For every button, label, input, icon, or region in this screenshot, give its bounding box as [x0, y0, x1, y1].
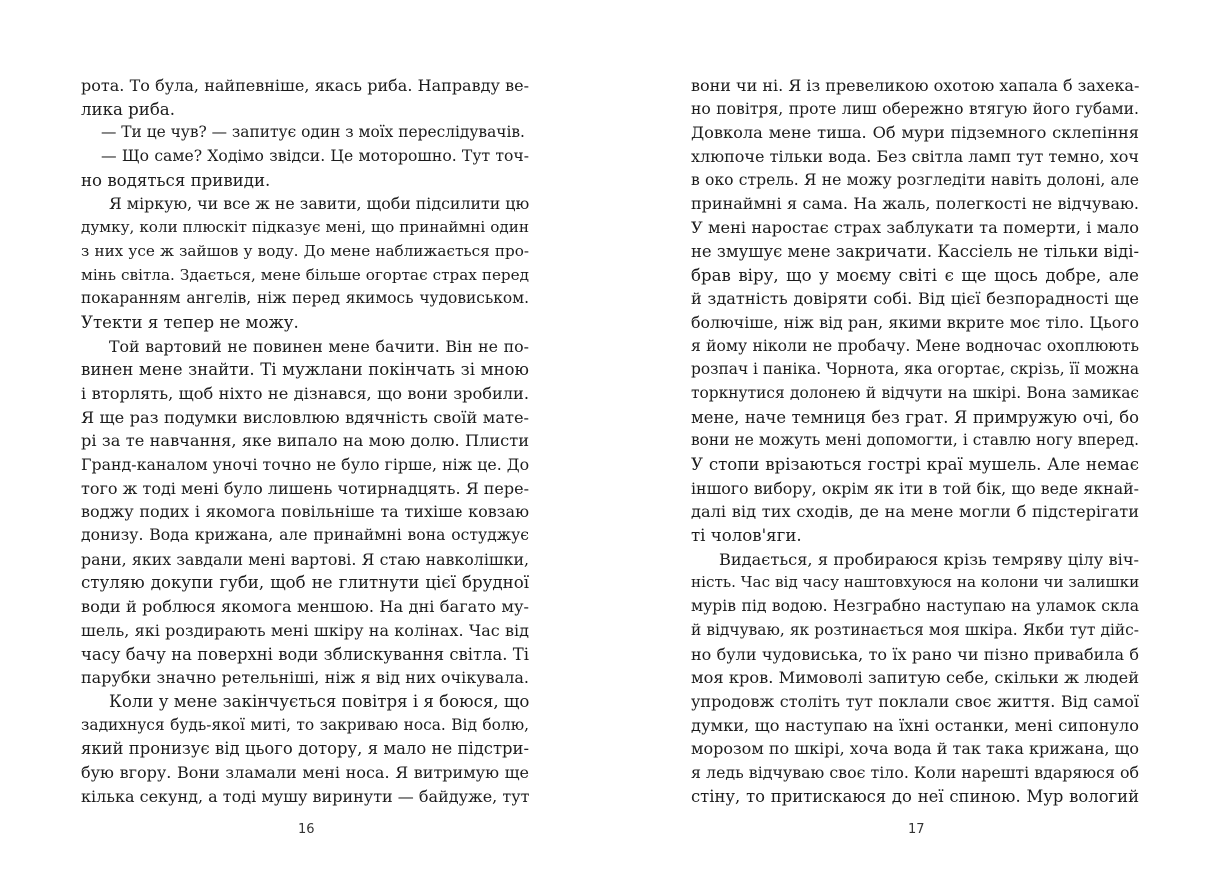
paragraph-first-line: Видається, я пробираюся крізь темряву цілу віч-	[719, 549, 1139, 569]
right-page	[691, 74, 1139, 808]
text-line: упродовж століть тут поклали своє життя. Від самої	[691, 691, 1139, 711]
text-line: бую вгору. Вони зламали мені носа. Я витримую ще	[81, 762, 529, 782]
page-number-left: 16	[298, 822, 315, 837]
text-line: морозом по шкірі, хоча вода й так така крижана, що	[691, 739, 1140, 759]
text-line: лика риба.	[81, 99, 175, 119]
text-line: но були чудовиська, то їх рано чи пізно привабила б	[691, 644, 1139, 664]
text-line: ність. Час від часу наштовхуюся на колони чи залишки	[691, 573, 1140, 592]
text-line: Гранд-каналом уночі точно не було гірше, ніж це. До	[81, 455, 530, 474]
text-line: ті чолов'яги.	[691, 526, 802, 546]
text-line: брав віру, що у моєму світі є ще щось добре, але	[691, 265, 1139, 285]
text-line: рота. То була, найпевніше, якась риба. Направду ве-	[81, 76, 529, 95]
text-line: який пронизує від цього дотору, я мало не підстри-	[81, 739, 529, 759]
text-line: Довкола мене тиша. Об мури підземного склепіння	[691, 123, 1139, 143]
text-line: думки, що наступаю на їхні останки, мені сипонуло	[691, 715, 1139, 735]
text-line: я йому ніколи не пробачу. Мене водночас охоплюють	[691, 336, 1139, 355]
text-line: рани, яких завдали мені вартові. Я стаю навколішки,	[81, 549, 529, 569]
paragraph-first-line: Коли у мене закінчується повітря і я боюся, що	[109, 691, 530, 711]
text-line: того ж тоді мені було лишень чотирнадцять. Я пере-	[81, 478, 529, 498]
text-line: стуляю докупи губи, щоб не глитнути цієї брудної	[81, 573, 529, 593]
text-line: думку, коли плюскіт підказує мені, що принаймні один	[81, 218, 529, 237]
text-line: і вторлять, щоб ніхто не дізнався, що вони зробили.	[81, 383, 529, 403]
text-line: моя кров. Мимоволі запитую себе, скільки ж людей	[691, 668, 1139, 688]
text-line: винен мене знайти. Ті мужлани покінчать зі мною	[81, 360, 529, 380]
text-line: Утекти я тепер не можу.	[81, 312, 299, 332]
text-line: вони чи ні. Я із превеликою охотою хапала б захека-	[691, 76, 1140, 95]
text-line: стіну, то притискаюся до неї спиною. Мур вологий	[691, 786, 1139, 806]
text-line: часу бачу на поверхні води зблискування світла. Ті	[81, 644, 529, 664]
left-page	[81, 74, 529, 808]
text-line: Я ще раз подумки висловлюю вдячність своїй мате-	[81, 407, 529, 427]
text-line: мене, наче темниця без грат. Я примружую очі, бо	[691, 407, 1139, 427]
text-line: покаранням ангелів, ніж перед якимось чудовиськом.	[81, 289, 529, 308]
dialogue-line: — Ти це чув? — запитує один з моїх переслідувачів.	[101, 123, 525, 142]
text-line: хлюпоче тільки вода. Без світла ламп тут темно, хоч	[691, 147, 1139, 167]
paragraph-first-line: Той вартовий не повинен мене бачити. Він не по-	[109, 336, 529, 356]
text-line: У стопи врізаються гострі краї мушель. Але немає	[691, 455, 1139, 474]
text-line: й відчуваю, як розтинається моя шкіра. Якби тут дійс-	[691, 620, 1139, 639]
text-line: воджу подих і якомога повільніше та тихіше ковзаю	[81, 502, 529, 522]
text-line: донизу. Вода крижана, але принаймні вона остуджує	[81, 526, 529, 545]
text-line: розпач і паніка. Чорнота, яка огортає, скрізь, її можна	[691, 360, 1140, 379]
text-line: парубки значно ретельніші, ніж я від них очікувала.	[81, 668, 529, 688]
paragraph-first-line: Я міркую, чи все ж не завити, щоби підсилити цю	[109, 194, 530, 214]
text-line: принаймні я сама. На жаль, полегкості не відчуваю.	[691, 194, 1139, 214]
text-line: болючіше, ніж від ран, якими вкрите моє тіло. Цього	[691, 312, 1139, 332]
text-line: кілька секунд, а тоді мушу виринути — байдуже, тут	[81, 786, 530, 806]
text-line: У мені наростає страх заблукати та померти, і мало	[691, 218, 1139, 238]
text-line: води й роблюся якомога меншою. На дні багато му-	[81, 597, 529, 617]
text-line: не змушує мене закричати. Кассіель не тільки віді-	[691, 241, 1139, 261]
text-line: мінь світла. Здається, мене більше огортає страх перед	[81, 265, 529, 284]
text-line: но водяться привиди.	[81, 170, 271, 190]
text-line: мурів під водою. Незграбно наступаю на уламок скла	[691, 597, 1139, 616]
text-line: в око стрель. Я не можу розгледіти навіть долоні, але	[691, 170, 1139, 189]
text-line: задихнуся будь-якої миті, то закриваю носа. Від болю,	[81, 715, 529, 734]
text-line: я ледь відчуваю своє тіло. Коли нарешті вдаряюся об	[691, 762, 1139, 782]
text-line: торкнутися долонею й відчути на шкірі. Вона замикає	[691, 383, 1139, 402]
page-number-right: 17	[908, 822, 925, 837]
text-line: вони не можуть мені допомогти, і ставлю ногу вперед.	[691, 431, 1139, 450]
dialogue-line: — Що саме? Ходімо звідси. Це моторошно. Тут точ-	[101, 147, 529, 166]
text-line: шель, які роздирають мені шкіру на колінах. Час від	[81, 620, 529, 640]
text-line: далі від тих сходів, де на мене могли б підстерігати	[691, 502, 1139, 522]
text-line: рі за те навчання, яке випало на мою долю. Плисти	[81, 431, 529, 451]
text-line: но повітря, проте лиш обережно втягую його губами.	[691, 99, 1139, 118]
text-line: й здатність довіряти собі. Від цієї безпорадності ще	[691, 289, 1139, 309]
text-line: з них усе ж зайшов у воду. До мене наближається про-	[81, 241, 529, 260]
text-line: іншого вибору, окрім як іти в той бік, що веде якнай-	[691, 478, 1139, 498]
